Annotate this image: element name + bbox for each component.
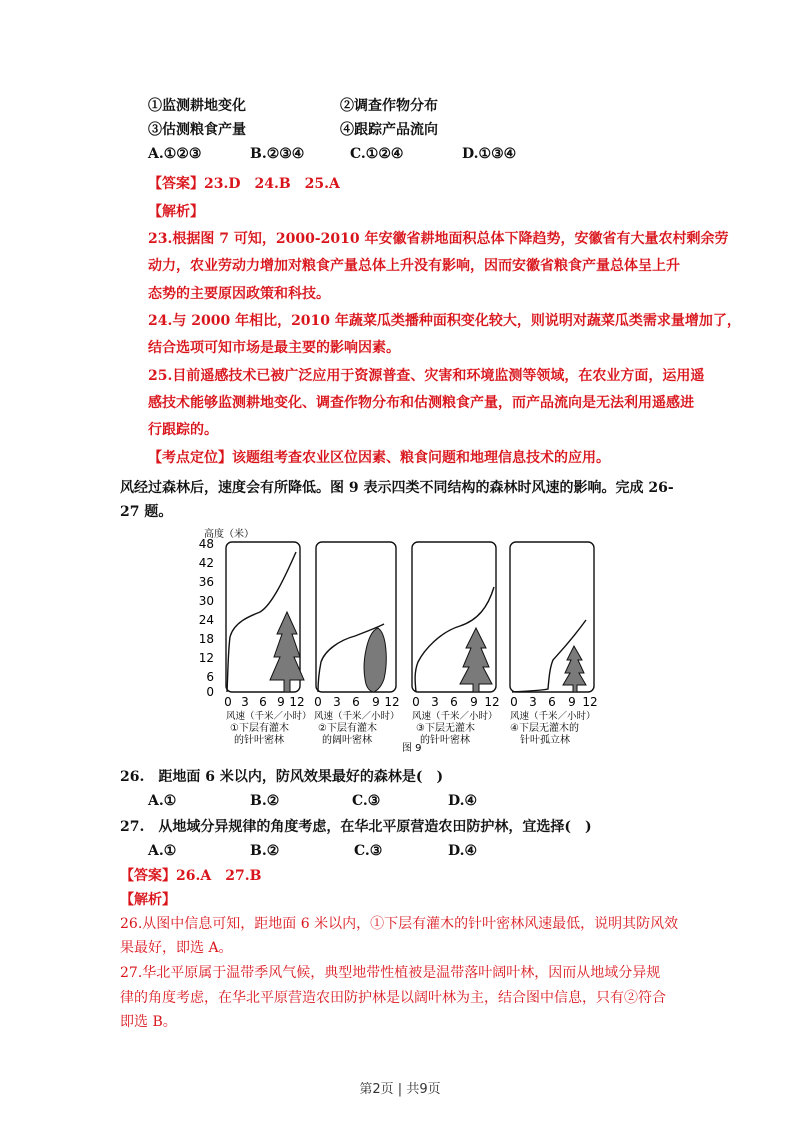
p3-x-tick-12: 12 [484, 695, 500, 709]
y-tick-0: 0 [206, 685, 214, 699]
panel-4 [510, 542, 598, 746]
panel-2-broadleaf-tree [364, 628, 386, 692]
analysis-23-line-2: 动力，农业劳动力增加对粮食产量总体上升没有影响，因而安徽省粮食产量总体呈上升 [148, 258, 680, 274]
analysis-24-line-2: 结合选项可知市场是最主要的影响因素。 [148, 340, 400, 356]
y-tick-6: 6 [206, 670, 214, 684]
y-axis-label: 高度（米） [204, 529, 254, 540]
panel-4-caption-2: 针叶孤立林 [520, 735, 570, 746]
panel-4-xlabel: 风速（千米／小时） [510, 711, 596, 722]
q25-item-2: ②调查作物分布 [340, 98, 438, 114]
panel-2-x-ticks [314, 695, 399, 709]
kaodian: 【考点定位】该题组考查农业区位因素、粮食问题和地理信息技术的应用。 [148, 450, 610, 466]
p1-x-tick-9: 9 [277, 695, 285, 709]
analysis-26-line-2: 果最好，即选 A。 [120, 940, 233, 956]
analysis-23-line-3: 态势的主要原因政策和科技。 [148, 286, 330, 302]
y-tick-18: 18 [198, 632, 214, 646]
analysis-25-line-3: 行跟踪的。 [148, 422, 218, 438]
analysis-26-line-1: 26.从图中信息可知，距地面 6 米以内，①下层有灌木的针叶密林风速最低，说明其防风效 [120, 916, 679, 932]
analysis-27-line-2: 律的角度考虑，在华北平原营造农田防护林是以阔叶林为主，结合图中信息，只有②符合 [120, 990, 666, 1006]
page-footer: 第2页 | 共9页 [359, 1082, 441, 1097]
q25-item-1: ①监测耕地变化 [148, 98, 246, 114]
panel-3-xlabel: 风速（千米／小时） [412, 711, 498, 722]
q25-item-3: ③估测粮食产量 [148, 122, 246, 138]
figure-9 [190, 522, 630, 752]
y-tick-42: 42 [198, 556, 214, 570]
p2-x-tick-9: 9 [372, 695, 380, 709]
p4-x-tick-3: 3 [529, 695, 537, 709]
answer-26-27: 【答案】26.A 27.B [120, 868, 262, 884]
panel-4-conifer-tree [563, 646, 586, 692]
p3-x-tick-6: 6 [450, 695, 458, 709]
panel-1-caption-1: ①下层有灌木 [230, 723, 289, 734]
p1-x-tick-12: 12 [289, 695, 305, 709]
q25-item-4: ④跟踪产品流向 [340, 122, 438, 138]
q26-option-d: D.④ [448, 793, 478, 809]
y-tick-36: 36 [198, 575, 214, 589]
q25-option-d: D.①③④ [462, 146, 517, 162]
p2-x-tick-6: 6 [352, 695, 360, 709]
q27-option-b: B.② [250, 843, 280, 859]
q26-option-a: A.① [148, 793, 177, 809]
q25-option-b: B.②③④ [250, 146, 305, 162]
q27-option-d: D.④ [448, 843, 478, 859]
analysis-27-line-1: 27.华北平原属于温带季风气候，典型地带性植被是温带落叶阔叶林，因而从地域分异规 [120, 965, 661, 981]
analysis-23-line-1: 23.根据图 7 可知，2000-2010 年安徽省耕地面积总体下降趋势，安徽省有大量农村剩余劳 [148, 231, 729, 247]
analysis-24-line-1: 24.与 2000 年相比，2010 年蔬菜瓜类播种面积变化较大，则说明对蔬菜瓜类需求量增加了， [148, 313, 741, 329]
q25-option-a: A.①②③ [148, 146, 202, 162]
panel-4-x-ticks [510, 695, 597, 709]
analysis-label-1: 【解析】 [148, 204, 204, 220]
intro-line-1: 风经过森林后，速度会有所降低。图 9 表示四类不同结构的森林时风速的影响。完成 26- [120, 480, 674, 496]
q27-option-a: A.① [148, 843, 177, 859]
analysis-27-line-3: 即选 B。 [120, 1014, 177, 1030]
panel-3 [412, 542, 500, 746]
p3-x-tick-0: 0 [412, 695, 420, 709]
p1-x-tick-0: 0 [224, 695, 232, 709]
figure-number: 图 9 [402, 743, 422, 752]
intro-line-2: 27 题。 [120, 504, 173, 520]
q26-option-c: C.③ [352, 793, 381, 809]
panel-4-caption-1: ④下层无灌木的 [510, 723, 579, 734]
p4-x-tick-12: 12 [582, 695, 598, 709]
panel-1 [224, 542, 311, 746]
panel-1-caption-2: 的针叶密林 [234, 735, 284, 746]
panel-3-conifer-tree [460, 628, 492, 692]
analysis-25-line-1: 25.目前遥感技术已被广泛应用于资源普查、灾害和环境监测等领域，在农业方面，运用遥 [148, 368, 705, 384]
y-ticks [199, 537, 214, 699]
y-tick-48: 48 [198, 537, 214, 551]
panel-1-x-ticks [224, 695, 304, 709]
p1-x-tick-3: 3 [241, 695, 249, 709]
panel-1-conifer-tree [270, 612, 304, 692]
panel-2 [314, 542, 400, 746]
q26-stem: 26. 距地面 6 米以内，防风效果最好的森林是( ) [120, 769, 444, 785]
panel-3-x-ticks [412, 695, 499, 709]
panel-1-xlabel: 风速（千米／小时） [226, 711, 312, 722]
y-tick-24: 24 [198, 613, 214, 627]
q27-option-c: C.③ [354, 843, 383, 859]
answer-23-25: 【答案】23.D 24.B 25.A [148, 176, 340, 192]
y-tick-30: 30 [198, 594, 214, 608]
q25-option-c: C.①②④ [350, 146, 404, 162]
y-tick-12: 12 [198, 651, 214, 665]
p4-x-tick-6: 6 [548, 695, 556, 709]
panel-3-caption-1: ③下层无灌木 [416, 723, 475, 734]
p3-x-tick-9: 9 [470, 695, 478, 709]
p4-x-tick-0: 0 [510, 695, 518, 709]
panel-3-caption-2: 的针叶密林 [420, 735, 470, 746]
p2-x-tick-0: 0 [314, 695, 322, 709]
p4-x-tick-9: 9 [568, 695, 576, 709]
q26-option-b: B.② [250, 793, 280, 809]
analysis-label-2: 【解析】 [120, 892, 176, 908]
panel-2-xlabel: 风速（千米／小时） [314, 711, 400, 722]
p1-x-tick-6: 6 [259, 695, 267, 709]
p3-x-tick-3: 3 [431, 695, 439, 709]
p2-x-tick-3: 3 [333, 695, 341, 709]
panel-2-caption-1: ②下层有灌木 [318, 723, 377, 734]
panel-2-caption-2: 的阔叶密林 [322, 735, 372, 746]
analysis-25-line-2: 感技术能够监测耕地变化、调查作物分布和估测粮食产量，而产品流向是无法利用遥感进 [148, 395, 694, 411]
q27-stem: 27. 从地域分异规律的角度考虑，在华北平原营造农田防护林，宜选择( ) [120, 819, 592, 835]
p2-x-tick-12: 12 [384, 695, 400, 709]
